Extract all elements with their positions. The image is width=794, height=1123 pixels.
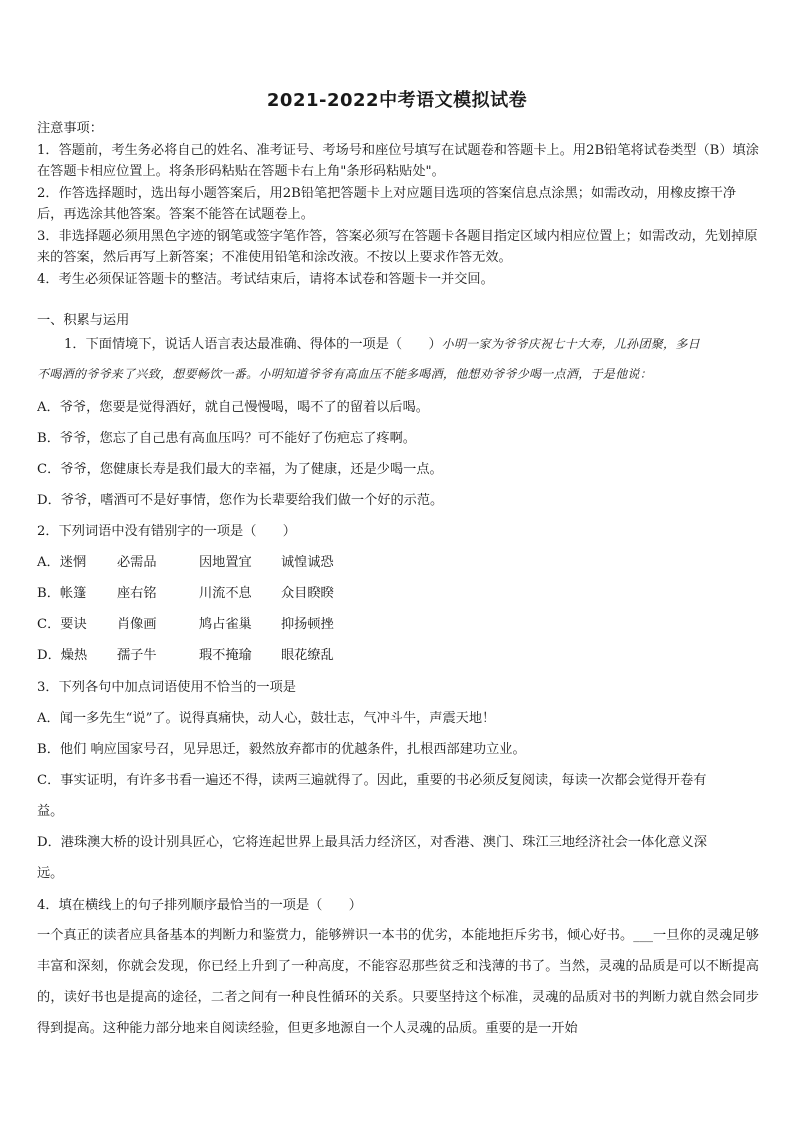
- notes-item: 1．答题前，考生务必将自己的姓名、准考证号、考场号和座位号填写在试题卷和答题卡上。用2B铅笔将试卷类型（B）填涂在答题卡相应位置上。将条形码粘贴在答题卡右上角"条形码粘贴处"。: [37, 142, 759, 179]
- section-heading: 一、积累与运用: [37, 313, 130, 328]
- q1-option-a: A．爷爷，您要是觉得酒好，就自己慢慢喝，喝不了的留着以后喝。: [37, 400, 429, 415]
- q3-option-c-line-1: C．事实证明，有许多书看一遍还不得，读两三遍就得了。因此，重要的书必须反复阅读，每读一次都会觉得开卷有: [37, 773, 707, 788]
- q2-option-label: D．燥热: [37, 648, 88, 663]
- q2-word: 因地置宜: [199, 555, 252, 570]
- q1-option-c: C．爷爷，您健康长寿是我们最大的幸福，为了健康，还是少喝一点。: [37, 462, 443, 477]
- q1-context-2: 不喝酒的爷爷来了兴致，想要畅饮一番。小明知道爷爷有高血压不能多喝酒，他想劝爷爷少喝一点酒，于是他说：: [37, 367, 653, 381]
- q3-option-d-line-1: D．港珠澳大桥的设计别具匠心，它将连起世界上最具活力经济区，对香港、澳门、珠江三地经济社会一体化意义深: [37, 835, 707, 850]
- q3-option-d-line-2: 远。: [37, 866, 64, 881]
- q1-option-b: B．爷爷，您忘了自己患有高血压吗？可不能好了伤疤忘了疼啊。: [37, 431, 416, 446]
- q1-stem-line: [64, 333, 764, 352]
- q2-word: 抑扬顿挫: [281, 617, 334, 632]
- q2-option-label: C．要诀: [37, 617, 87, 632]
- q2-option-label: B．帐篷: [37, 586, 87, 601]
- q2-option-c: [37, 613, 363, 632]
- q2-word: 眼花缭乱: [281, 648, 334, 663]
- q2-word: 川流不息: [199, 586, 252, 601]
- notes-item: 2．作答选择题时，选出每小题答案后，用2B铅笔把答题卡上对应题目选项的答案信息点涂黑；如需改动，用橡皮擦干净后，再选涂其他答案。答案不能答在试题卷上。: [37, 185, 737, 222]
- q2-word: 肖像画: [117, 617, 157, 632]
- q2-word: 瑕不掩瑜: [199, 648, 252, 663]
- q2-word: 必需品: [117, 555, 157, 570]
- q2-word: 孺子牛: [117, 648, 157, 663]
- q2-option-b: [37, 582, 363, 601]
- notes-item: 3．非选择题必须用黑色字迹的钢笔或签字笔作答，答案必须写在答题卡各题目指定区域内相应位置上；如需改动，先划掉原来的答案，然后再写上新答案；不准使用铅笔和涂改液。不按以上要求作答无效。: [37, 228, 758, 265]
- q1-stem: 1．下面情境下，说话人语言表达最准确、得体的一项是（ ）: [64, 337, 442, 352]
- q4-passage: 一个真正的读者应具备基本的判断力和鉴赏力，能够辨识一本书的优劣，本能地拒斥劣书，倾心好书。___一旦你的灵魂足够丰富和深刻，你就会发现，你已经上升到了一种高度，不能容忍那些贫乏和浅薄的书了。当然，灵魂的品质是可以不断提高的，读好书也是提高的途径，二者之间有一种良性循环的关系。只要坚持这个标准，灵魂的品质对书的判断力就自然会同步得到提高。这种能力部分地来自阅读经验，但更多地源自一个人灵魂的品质。重要的是一开始: [37, 928, 759, 1036]
- q2-word: 诚惶诚恐: [281, 555, 334, 570]
- q1-option-d: D．爷爷，嗜酒可不是好事情，您作为长辈要给我们做一个好的示范。: [37, 493, 444, 508]
- q3-stem: 3．下列各句中加点词语使用不恰当的一项是: [37, 680, 296, 695]
- notes-item: 4．考生必须保证答题卡的整洁。考试结束后，请将本试卷和答题卡一并交回。: [37, 271, 494, 287]
- q2-stem: 2．下列词语中没有错别字的一项是（ ）: [37, 524, 296, 539]
- q2-word: 鸠占雀巢: [199, 617, 252, 632]
- notes-heading: 注意事项：: [37, 121, 103, 136]
- notes-section: [37, 118, 759, 290]
- q2-word: 众目睽睽: [281, 586, 334, 601]
- q3-option-c-line-2: 益。: [37, 804, 64, 819]
- exam-title: 2021-2022中考语文模拟试卷: [266, 90, 528, 111]
- q3-option-a: A．闻一多先生“说”了。说得真痛快，动人心，鼓壮志，气冲斗牛，声震天地！: [37, 711, 496, 726]
- q1-context-1: 小明一家为爷爷庆祝七十大寿，儿孙团聚，多日: [441, 337, 700, 351]
- q2-option-label: A．迷惘: [37, 555, 87, 570]
- q2-option-d: [37, 644, 363, 663]
- q2-word: 座右铭: [117, 586, 157, 601]
- q3-option-b: B．他们 响应国家号召，见异思迁，毅然放弃都市的优越条件，扎根西部建功立业。: [37, 742, 526, 757]
- q4-stem: 4．填在横线上的句子排列顺序最恰当的一项是（ ）: [37, 898, 362, 913]
- q2-option-a: [37, 551, 363, 570]
